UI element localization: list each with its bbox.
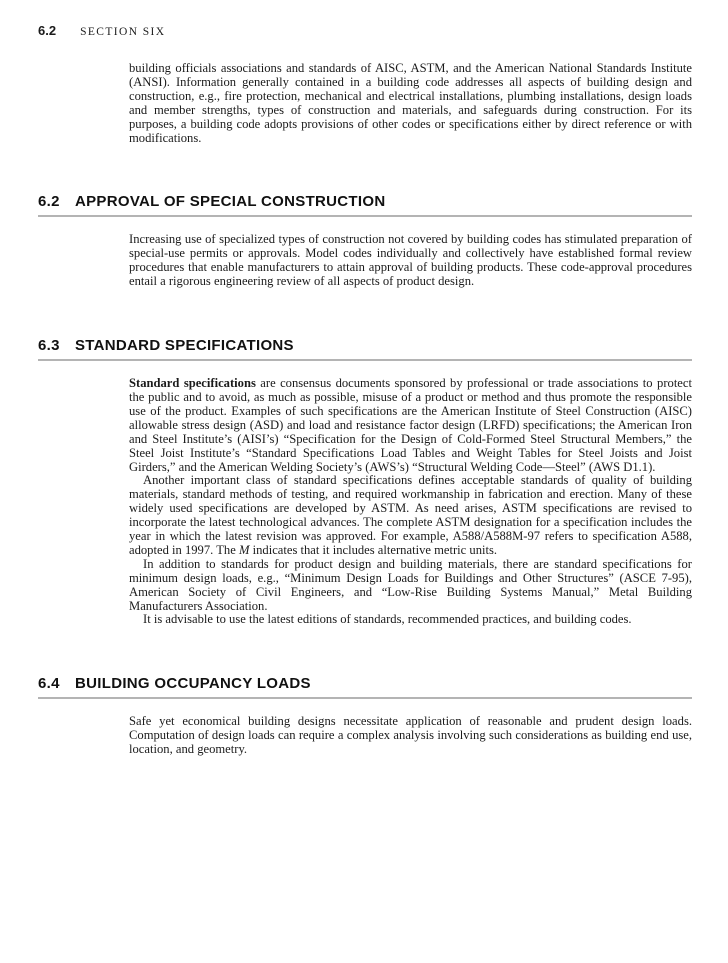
paragraph: [129, 715, 692, 757]
section-title: BUILDING OCCUPANCY LOADS: [75, 675, 311, 693]
section-approval-of-special-construction: [38, 193, 692, 289]
paragraph: [129, 613, 692, 627]
section-body: [129, 233, 692, 289]
intro-paragraph-block: [129, 62, 692, 145]
text-run: It is advisable to use the latest editions of standards, recommended practices, and building codes.: [143, 612, 632, 627]
section-body: [129, 715, 692, 757]
section-heading: [38, 675, 692, 692]
paragraph: [129, 377, 692, 474]
section-heading: [38, 193, 692, 210]
section-number: 6.4: [38, 675, 60, 693]
paragraph: [129, 233, 692, 289]
section-number: 6.2: [38, 193, 60, 211]
bold-lead-in: Standard specifications: [129, 376, 256, 391]
section-body: [129, 377, 692, 627]
text-run: are consensus documents sponsored by professional or trade associations to protect the public and to avoid, as much as possible, misuse of a product or method and thus promote the responsible use of the product. Examples of such specifications are the American Institute of Steel Construction (AISC) allowable stress design (ASD) and load and resistance factor design (LRFD) specifications; the American Iron and Steel Institute’s (AISI’s) “Specification for the Design of Cold-Formed Steel Structural Members,” the Steel Joist Institute’s “Standard Specifications Load Tables and Weight Tables for Steel Joists and Joist Girders,” and the American Welding Society’s (AWS’s) “Structural Welding Code—Steel” (AWS D1.1).: [129, 376, 692, 474]
section-heading: [38, 337, 692, 354]
section-title: APPROVAL OF SPECIAL CONSTRUCTION: [75, 193, 386, 211]
italic-run: M: [238, 542, 250, 557]
section-title: STANDARD SPECIFICATIONS: [75, 337, 294, 355]
section-number: 6.3: [38, 337, 60, 355]
text-run: indicates that it includes alternative metric units.: [249, 542, 498, 557]
text-run: Safe yet economical building designs necessitate application of reasonable and prudent design loads. Computation of design loads can require a complex analysis involving such considerations as building end use, location, and geometry.: [129, 714, 692, 757]
intro-paragraph: building officials associations and standards of AISC, ASTM, and the American National Standards Institute (ANSI). Information generally contained in a building code addresses all aspects of building design and construction, e.g., fire protection, mechanical and electrical installations, plumbing installations, design loads and member strengths, types of construction and materials, and safeguards during construction. For its purposes, a building code adopts provisions of other codes or specifications either by direct reference or with modifications.: [129, 61, 692, 145]
text-run: Increasing use of specialized types of construction not covered by building codes has stimulated preparation of special-use permits or approvals. Model codes individually and collectively have established formal review procedures that enable manufacturers to attain approval of building products. These code-approval procedures entail a rigorous engineering review of all aspects of product design.: [129, 232, 692, 289]
paragraph: [129, 558, 692, 614]
text-run: Another important class of standard specifications defines acceptable standards of quality of building materials, standard methods of testing, and required workmanship in fabrication and erection. Many of these widely used specifications are developed by ASTM. As need arises, ASTM specifications are revised to incorporate the latest technological advances. The complete ASTM designation for a specification includes the year in which the latest revision was approved. For example, A588/A588M-97 refers to specification A588, adopted in 1997. The: [129, 473, 692, 557]
page-header: [38, 23, 692, 38]
heading-rule: [38, 215, 692, 217]
text-run: In addition to standards for product design and building materials, there are standard specifications for minimum design loads, e.g., “Minimum Design Loads for Buildings and Other Structures” (ASCE 7-95), American Society of Civil Engineers, and “Low-Rise Building Systems Manual,” Metal Building Manufacturers Association.: [129, 556, 692, 613]
heading-rule: [38, 359, 692, 361]
section-building-occupancy-loads: [38, 675, 692, 757]
section-standard-specifications: [38, 337, 692, 627]
heading-rule: [38, 697, 692, 699]
page-number: 6.2: [38, 23, 57, 38]
paragraph: [129, 474, 692, 557]
running-title: SECTION SIX: [80, 26, 166, 38]
